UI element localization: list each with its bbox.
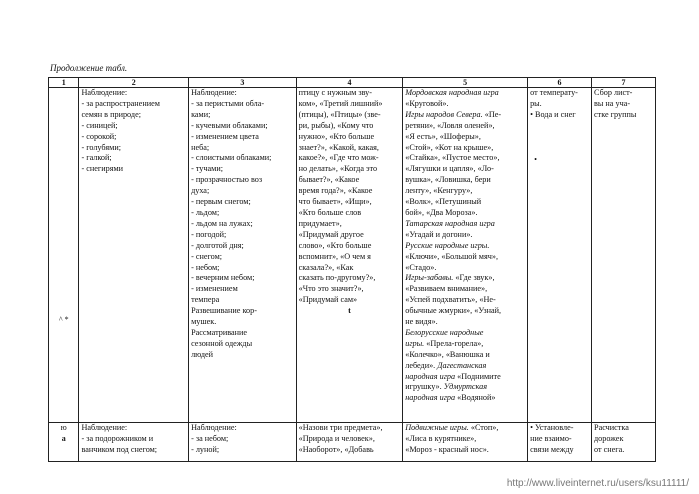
cell-line	[405, 186, 525, 197]
table-row	[49, 423, 656, 462]
cell-text: игрушку».	[405, 382, 442, 392]
cell-text: «Я есть», «Шоферы»,	[405, 131, 481, 141]
cell-line	[405, 88, 525, 99]
cell-line: «Придумай сам»	[298, 295, 358, 305]
cell-line	[405, 273, 525, 284]
cell-experiments	[528, 423, 592, 462]
cell-text: «Угадай и догони».	[405, 229, 473, 239]
cell-line: - галкой;	[81, 153, 112, 163]
cell-text: Белорусские народные	[405, 327, 484, 337]
cell-line: какое?», «Где что мож-	[298, 153, 379, 163]
cell-line: - за перистыми обла-	[191, 98, 265, 108]
cell-line	[405, 143, 525, 154]
cell-text: «Где звук»,	[453, 273, 495, 283]
cell-line: Наблюдение:	[81, 423, 128, 432]
cell-line: ком», «Третий лишний»	[298, 98, 383, 108]
cell-line: но делать», «Когда это	[298, 164, 378, 174]
cell-line: - вечерним небом;	[191, 273, 255, 283]
cell-line	[405, 317, 525, 328]
cell-text: Дагестанская	[435, 360, 487, 370]
cell-line: сказать по-другому?»,	[298, 273, 376, 283]
cell-text: «Водяной»	[455, 393, 496, 403]
cell-text: «Развиваем внимание»,	[405, 284, 488, 294]
cell-text: «Пе-	[482, 109, 502, 119]
cell-text: вушка», «Ловишка, бери	[405, 175, 491, 185]
cell-labour	[592, 88, 656, 423]
cell-line	[405, 328, 525, 339]
cell-text: «Лягушки и цапля», «Ло-	[405, 164, 494, 174]
cell-line: бывает?», «Какое	[298, 175, 360, 185]
table-caption: Продолжение табл.	[50, 63, 128, 73]
cell-text: «Успей подхватить», «Не-	[405, 295, 496, 305]
cell-line: - за подорожником и	[81, 433, 154, 443]
cell-observations-nature	[79, 423, 189, 462]
cell-line: - за распространением	[81, 98, 160, 108]
cell-line	[405, 393, 525, 404]
cell-line: «Что это значит?»,	[298, 284, 364, 294]
cell-line: придумает»,	[298, 218, 342, 228]
cell-line: - за небом;	[191, 433, 229, 443]
cell-line	[405, 295, 525, 306]
cell-mark: ю	[60, 423, 67, 432]
cell-text: «Стоп»,	[468, 423, 499, 432]
cell-line: неба;	[191, 142, 210, 152]
cell-line: - изменением	[191, 284, 238, 294]
cell-line: - льдом;	[191, 207, 220, 217]
cell-line: Наблюдение:	[191, 88, 237, 97]
cell-line: - снегом;	[191, 251, 223, 261]
cell-line	[405, 197, 525, 208]
cell-line	[405, 350, 525, 361]
cell-line	[405, 121, 525, 132]
cell-text: «Поднимите	[455, 371, 501, 381]
cell-line: - снегирями	[81, 164, 124, 174]
cell-line	[405, 230, 525, 241]
cell-observations-nature	[79, 88, 189, 423]
cell-line: слово», «Кто больше	[298, 240, 372, 250]
cell-line: - тучами;	[191, 164, 223, 174]
cell-line: «Придумай другое	[298, 229, 364, 239]
cell-line: - льдом на лужах;	[191, 218, 253, 228]
cell-line: Развешивание кор-	[191, 306, 257, 316]
cell-text: «Прела-горела»,	[424, 338, 484, 348]
cell-line: от температу-	[530, 88, 578, 97]
cell-text: ленту», «Кенгуру»,	[405, 186, 473, 196]
cell-line	[405, 382, 525, 393]
cell-line	[405, 99, 525, 110]
cell-line: - сорокой;	[81, 131, 117, 141]
cell-mark: а	[61, 433, 66, 443]
cell-line: сезонной одежды	[191, 338, 253, 348]
cell-line: ры.	[530, 98, 542, 108]
cell-line: ние взаимо-	[530, 433, 572, 443]
cell-text: «Круговой».	[405, 98, 449, 108]
column-header: 5	[403, 78, 528, 88]
cell-observations-sky	[189, 423, 297, 462]
cell-line	[405, 153, 525, 164]
cell-line: - прозрачностью воз	[191, 175, 263, 185]
cell-line: духа;	[191, 186, 210, 196]
cell-line: людей	[191, 349, 214, 359]
cell-line: - изменением цвета	[191, 131, 259, 141]
cell-line: связи между	[530, 444, 574, 454]
cell-line	[405, 306, 525, 317]
cell-line: нужно», «Кто больше	[298, 131, 375, 141]
cell-line: Сбор лист-	[594, 88, 633, 97]
cell-line: «Наоборот», «Добавь	[298, 444, 374, 454]
cell-line: - голубями;	[81, 142, 121, 152]
cell-line: ками;	[191, 109, 211, 119]
cell-text: Удмуртская	[441, 382, 488, 392]
cell-line	[405, 219, 525, 230]
cell-text: «Волк», «Петушиный	[405, 197, 482, 207]
cell-line: - небом;	[191, 262, 220, 272]
cell-text: народная игра	[405, 371, 456, 381]
cell-line: Наблюдение:	[191, 423, 237, 432]
cell-line: «Кто больше слов	[298, 207, 362, 217]
cell-line	[405, 339, 525, 350]
cell-line: - первым снегом;	[191, 197, 251, 207]
cell-text: обычные жмурки», «Узнай,	[405, 306, 502, 316]
cell-line: - синицей;	[81, 120, 118, 130]
cell-line: время года?», «Какое	[298, 186, 373, 196]
cell-line: - долготой дня;	[191, 240, 244, 250]
cell-line: «Лиса в курятнике»,	[405, 433, 477, 443]
cell-word-games	[296, 423, 403, 462]
cell-text: народная игра	[405, 393, 456, 403]
cell-line: что бывает», «Ищи»,	[298, 197, 372, 207]
cell-text: Мордовская народная игра	[405, 88, 499, 97]
column-header: 3	[189, 78, 297, 88]
cell-line	[405, 175, 525, 186]
table-row	[49, 88, 656, 423]
cell-line: знает?», «Какой, какая,	[298, 142, 379, 152]
watermark-url: http://www.liveinternet.ru/users/ksu11111/	[506, 478, 689, 489]
column-header: 4	[296, 78, 403, 88]
cell-line: «Мороз - красный нос».	[405, 444, 489, 454]
column-header: 2	[79, 78, 189, 88]
cell-folk-games	[403, 423, 528, 462]
cell-text: ретяни», «Ловля оленей»,	[405, 120, 495, 130]
cell-text: «Ключи», «Большой мяч»,	[405, 251, 498, 261]
cell-line: «Назови три предмета»,	[298, 423, 383, 432]
cell-line: птицу с нужным зву-	[298, 88, 372, 97]
column-header: 6	[528, 78, 592, 88]
cell-line	[405, 208, 525, 219]
cell-text: «Стадо».	[405, 262, 437, 272]
cell-text: «Стайка», «Пустое место»,	[405, 153, 500, 163]
cell-line	[405, 263, 525, 274]
cell-line: (птицы), «Птицы» (зве-	[298, 109, 381, 119]
cell-text: «Колечко», «Ванюшка и	[405, 349, 490, 359]
column-header: 1	[49, 78, 79, 88]
cell-line	[405, 252, 525, 263]
activity-table	[48, 77, 656, 462]
cell-line: • Вода и снег	[530, 109, 576, 119]
cell-line	[405, 372, 525, 383]
cell-line: - кучевыми облаками;	[191, 120, 268, 130]
cell-text: лебеди».	[405, 360, 436, 370]
cell-month	[49, 88, 79, 423]
cell-text: игры.	[405, 338, 425, 348]
cell-line: дорожек	[594, 433, 624, 443]
cell-line: «Природа и человек»,	[298, 433, 375, 443]
cell-text: «Стой», «Кот на крыше»,	[405, 142, 494, 152]
cell-word-games	[296, 88, 403, 423]
cell-line: ри, рыбы), «Кому что	[298, 120, 374, 130]
cell-text: Подвижные игры.	[405, 423, 469, 432]
cell-line: стке группы	[594, 109, 637, 119]
cell-line: Наблюдение:	[81, 88, 128, 97]
cell-text: Русские народные игры.	[405, 240, 490, 250]
cell-line	[405, 241, 525, 252]
cell-labour	[592, 423, 656, 462]
cell-mark: ^ *	[58, 315, 69, 324]
cell-line	[405, 132, 525, 143]
cell-line: - слоистыми облаками;	[191, 153, 272, 163]
cell-line: вы на уча-	[594, 98, 631, 108]
cell-line: сказала?», «Как	[298, 262, 354, 272]
cell-observations-sky	[189, 88, 297, 423]
cell-line: от снега.	[594, 444, 625, 454]
cell-text: Игры-забавы.	[405, 273, 454, 283]
cell-line: Расчистка	[594, 423, 629, 432]
cell-line: вспомнит», «О чем я	[298, 251, 371, 261]
cell-line	[405, 110, 525, 121]
cell-line: мушек.	[191, 317, 217, 327]
cell-text: не видя».	[405, 317, 438, 327]
cell-line: Рассматривание	[191, 327, 248, 337]
cell-line: - погодой;	[191, 229, 227, 239]
cell-month	[49, 423, 79, 462]
cell-text: бой», «Два Мороза».	[405, 207, 478, 217]
cell-line: семян в природе;	[81, 109, 141, 119]
cell-text: Татарская народная игра	[405, 218, 495, 228]
column-header: 7	[592, 78, 656, 88]
cell-line: темпера	[191, 295, 220, 305]
cell-mark: t	[348, 306, 351, 316]
cell-line	[405, 164, 525, 175]
cell-line: - луной;	[191, 444, 220, 454]
cell-folk-games	[403, 88, 528, 423]
bullet-icon: •	[534, 154, 537, 164]
cell-line	[405, 284, 525, 295]
cell-line	[405, 361, 525, 372]
cell-text: Игры народов Севера.	[405, 109, 483, 119]
cell-line: • Установле-	[530, 423, 574, 432]
cell-experiments	[528, 88, 592, 423]
cell-line: ванчиком под снегом;	[81, 444, 158, 454]
header-row	[49, 78, 656, 88]
